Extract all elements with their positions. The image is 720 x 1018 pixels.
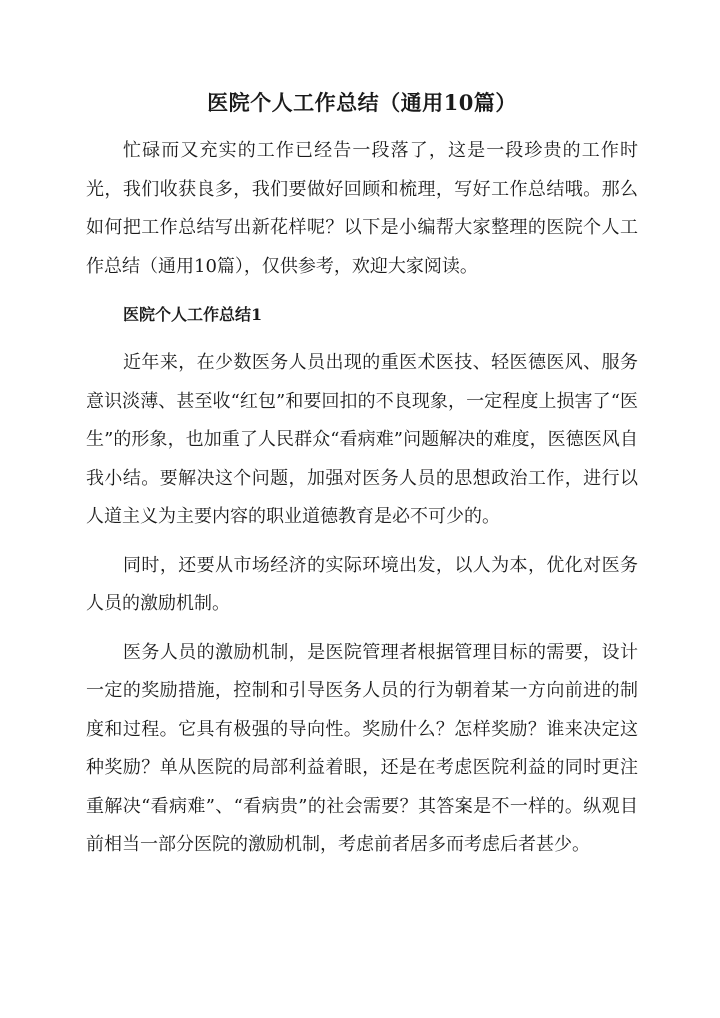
document-page xyxy=(86,86,638,865)
body-paragraph-2: 同时，还要从市场经济的实际环境出发，以人为本，优化对医务人员的激励机制。 xyxy=(86,554,638,614)
document-title: 医院个人工作总结（通用10篇） xyxy=(207,90,517,115)
section-heading: 医院个人工作总结1 xyxy=(123,305,263,324)
body-paragraph-1: 近年来，在少数医务人员出现的重医术医技、轻医德医风、服务意识淡薄、甚至收“红包”和要回扣的不良现象，一定程度上损害了“医生”的形象，也加重了人民群众“看病难”问题解决的难度，医德医风自我小结。要解决这个问题，加强对医务人员的思想政治工作，进行以人道主义为主要内容的职业道德教育是必不可少的。 xyxy=(86,352,638,527)
body-paragraph-3: 医务人员的激励机制，是医院管理者根据管理目标的需要，设计一定的奖励措施，控制和引导医务人员的行为朝着某一方向前进的制度和过程。它具有极强的导向性。奖励什么？怎样奖励？谁来决定这种奖励？单从医院的局部利益着眼，还是在考虑医院利益的同时更注重解决“看病难”、“看病贵”的社会需要？其答案是不一样的。纵观目前相当一部分医院的激励机制，考虑前者居多而考虑后者甚少。 xyxy=(86,641,638,855)
intro-paragraph: 忙碌而又充实的工作已经告一段落了，这是一段珍贵的工作时光，我们收获良多，我们要做好回顾和梳理，写好工作总结哦。那么如何把工作总结写出新花样呢？以下是小编帮大家整理的医院个人工作总结（通用10篇），仅供参考，欢迎大家阅读。 xyxy=(86,140,638,277)
